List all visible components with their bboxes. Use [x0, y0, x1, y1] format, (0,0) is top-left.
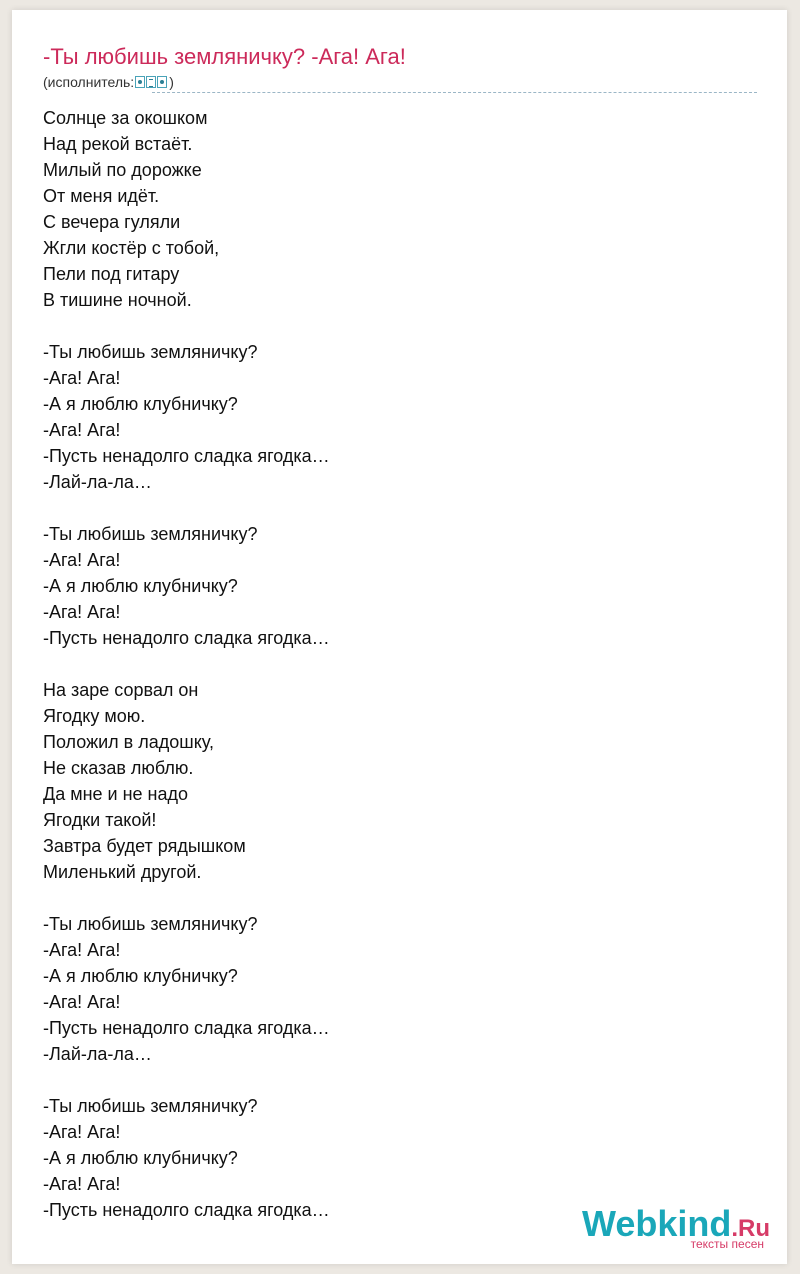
lyric-line: От меня идёт. [43, 186, 160, 206]
lyric-line: С вечера гуляли [43, 212, 181, 232]
lyric-line: -Ты любишь земляничку? [43, 914, 258, 934]
lyric-line: Солнце за окошком [43, 108, 208, 128]
lyric-line: В тишине ночной. [43, 290, 192, 310]
lyric-line: Да мне и не надо [43, 784, 189, 804]
lyric-line: -Лай-ла-ла… [43, 1044, 152, 1064]
lyric-line: -Ты любишь земляничку? [43, 1096, 258, 1116]
lyric-line: -А я люблю клубничку? [43, 576, 238, 596]
lyric-line: -Ага! Ага! [43, 420, 121, 440]
lyric-line: -Ты любишь земляничку? [43, 524, 258, 544]
lyric-line: -Ага! Ага! [43, 992, 121, 1012]
lyric-line: Положил в ладошку, [43, 732, 214, 752]
lyric-line: Миленький другой. [43, 862, 202, 882]
lyric-line: На заре сорвал он [43, 680, 199, 700]
lyric-line: -Пусть ненадолго сладка ягодка… [43, 1200, 330, 1220]
lyric-line: -А я люблю клубничку? [43, 394, 238, 414]
lyric-line: -Ага! Ага! [43, 602, 121, 622]
lyric-line: Ягодки такой! [43, 810, 157, 830]
artist-glyph-icon[interactable] [135, 75, 168, 89]
artist-glyph-1 [135, 76, 145, 88]
logo-tagline: тексты песен [690, 1237, 764, 1251]
lyric-line: -Ага! Ага! [43, 550, 121, 570]
lyric-line: -Пусть ненадолго сладка ягодка… [43, 446, 330, 466]
lyric-line [43, 885, 330, 911]
lyric-line [43, 651, 330, 677]
lyric-line: -Ага! Ага! [43, 368, 121, 388]
song-title: -Ты любишь земляничку? -Ага! Ага! [43, 44, 406, 69]
lyric-line: Милый по дорожке [43, 160, 202, 180]
lyric-line: -А я люблю клубничку? [43, 966, 238, 986]
lyric-line: -Пусть ненадолго сладка ягодка… [43, 1018, 330, 1038]
artist-glyph-3 [157, 76, 167, 88]
lyric-line: Завтра будет рядышком [43, 836, 246, 856]
lyric-line: -Ага! Ага! [43, 1174, 121, 1194]
lyric-line: -Лай-ла-ла… [43, 472, 152, 492]
logo-domain-text: .Ru [731, 1215, 770, 1242]
lyric-line: Над рекой встаёт. [43, 134, 193, 154]
artist-suffix: ) [169, 74, 174, 90]
artist-prefix: (исполнитель: [43, 74, 135, 90]
lyric-line: Жгли костёр с тобой, [43, 238, 220, 258]
lyric-line: -Ага! Ага! [43, 940, 121, 960]
lyric-line: Ягодку мою. [43, 706, 146, 726]
lyric-line: -Пусть ненадолго сладка ягодка… [43, 628, 330, 648]
lyric-line: Не сказав люблю. [43, 758, 194, 778]
lyric-line [43, 495, 330, 521]
artist-line [43, 74, 174, 90]
logo-main-text: Webkind [581, 1203, 732, 1244]
lyric-line [43, 313, 330, 339]
artist-glyph-2 [146, 76, 156, 88]
lyric-line: -Ага! Ага! [43, 1122, 121, 1142]
lyrics-text [43, 105, 330, 1223]
lyric-line: -А я люблю клубничку? [43, 1148, 238, 1168]
title-divider [152, 92, 757, 93]
lyric-line: -Ты любишь земляничку? [43, 342, 258, 362]
lyric-line [43, 1067, 330, 1093]
lyric-line: Пели под гитару [43, 264, 180, 284]
